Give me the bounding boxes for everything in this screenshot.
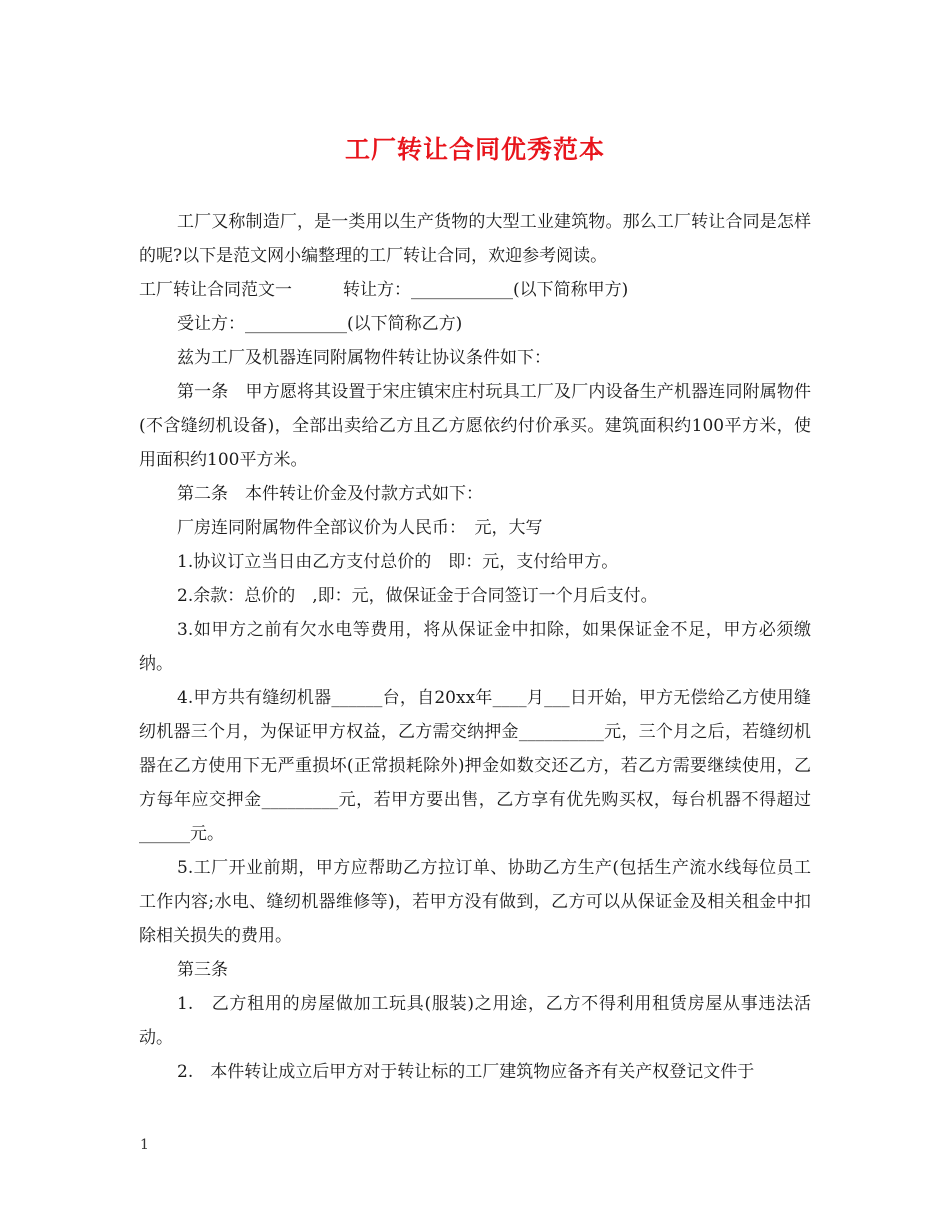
document-title: 工厂转让合同优秀范本 xyxy=(344,135,605,164)
paragraph-transferor: 工厂转让合同范文一 转让方：____________(以下简称甲方) xyxy=(139,280,629,300)
paragraph-article-3-heading: 第三条 xyxy=(177,960,228,980)
paragraph-item-4: 4.甲方共有缝纫机器______台，自20xx年____月___日开始，甲方无偿给乙方使用缝纫机器三个月，为保证甲方权益，乙方需交纳押金__________元，三个月之后，若缝纫机器在乙方使用下无严重损坏(正常损耗除外)押金如数交还乙方，若乙方需要继续使用，乙方每年应交押金_________元，若甲方要出售，乙方享有优先购买权，每台机器不得超过______元。 xyxy=(139,688,811,844)
paragraph-total-price: 厂房连同附属物件全部议价为人民币： 元，大写 xyxy=(177,518,543,538)
paragraph-article-3-item-2: 2. 本件转让成立后甲方对于转让标的工厂建筑物应备齐有关产权登记文件于 xyxy=(177,1062,755,1082)
paragraph-intro: 工厂又称制造厂，是一类用以生产货物的大型工业建筑物。那么工厂转让合同是怎样的呢?以下是范文网小编整理的工厂转让合同，欢迎参考阅读。 xyxy=(139,212,811,266)
paragraph-article-1: 第一条 甲方愿将其设置于宋庄镇宋庄村玩具工厂及厂内设备生产机器连同附属物件(不含缝纫机设备)，全部出卖给乙方且乙方愿依约付价承买。建筑面积约100平方米，使用面积约100平方米。 xyxy=(139,382,811,470)
paragraph-item-1: 1.协议订立当日由乙方支付总价的 即：元，支付给甲方。 xyxy=(177,552,619,572)
paragraph-item-5: 5.工厂开业前期，甲方应帮助乙方拉订单、协助乙方生产(包括生产流水线每位员工工作内容;水电、缝纫机器维修等)，若甲方没有做到，乙方可以从保证金及相关租金中扣除相关损失的费用。 xyxy=(139,858,811,946)
paragraph-item-2: 2.余款：总价的 ,即：元，做保证金于合同签订一个月后支付。 xyxy=(177,586,658,606)
page-number: 1 xyxy=(140,1137,149,1153)
paragraph-transferee: 受让方：____________(以下简称乙方) xyxy=(177,314,463,334)
paragraph-item-3: 3.如甲方之前有欠水电等费用，将从保证金中扣除，如果保证金不足，甲方必须缴纳。 xyxy=(139,620,811,674)
paragraph-article-2-heading: 第二条 本件转让价金及付款方式如下： xyxy=(177,484,483,504)
document-body xyxy=(139,205,811,1089)
paragraph-article-3-item-1: 1. 乙方租用的房屋做加工玩具(服装)之用途，乙方不得利用租赁房屋从事违法活动。 xyxy=(139,994,811,1048)
paragraph-preamble: 兹为工厂及机器连同附属物件转让协议条件如下： xyxy=(177,348,551,368)
